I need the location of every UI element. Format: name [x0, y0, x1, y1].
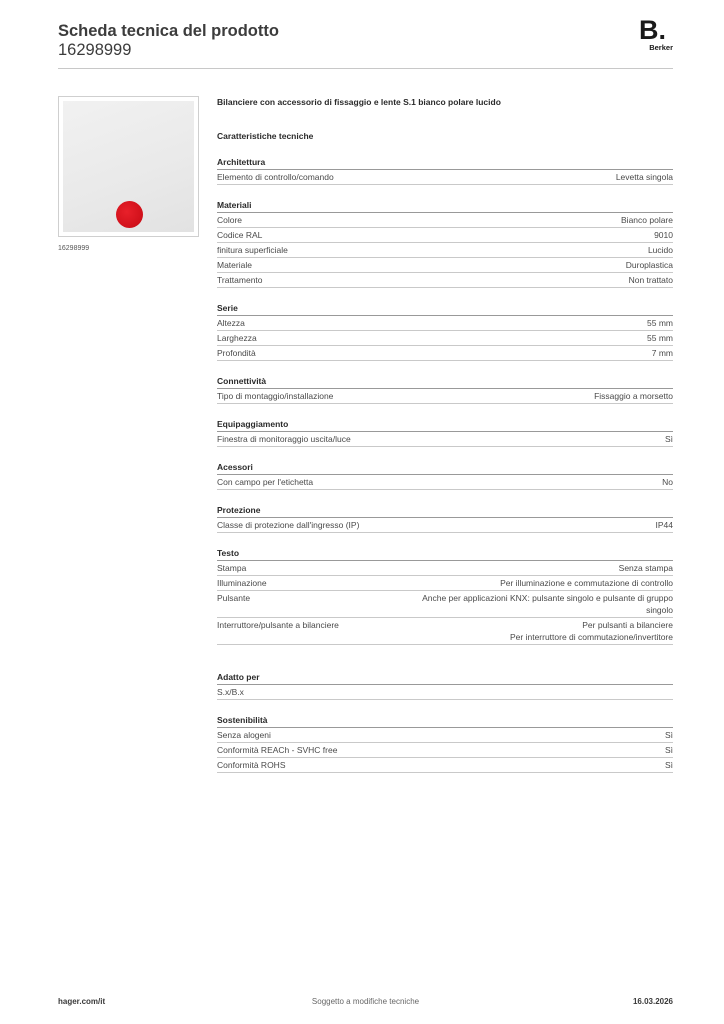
spec-section [217, 504, 673, 533]
spec-row [217, 432, 673, 447]
spec-value: No [662, 477, 673, 487]
footer-website[interactable]: hager.com/it [58, 997, 106, 1006]
spec-row [217, 316, 673, 331]
spec-key: Con campo per l'etichetta [217, 477, 314, 487]
spec-row [217, 228, 673, 243]
spec-value: Anche per applicazioni KNX: pulsante singolo e pulsante di gruppo singolo [422, 593, 673, 615]
product-title: Bilanciere con accessorio di fissaggio e lente S.1 bianco polare lucido [217, 97, 501, 107]
spec-value: IP44 [655, 520, 673, 530]
spec-value: Sì [664, 745, 673, 755]
page-title: Scheda tecnica del prodotto [58, 22, 279, 40]
section-title: Serie [217, 302, 673, 316]
spec-section [217, 375, 673, 404]
image-caption: 16298999 [58, 245, 90, 252]
spec-key: Trattamento [217, 275, 263, 285]
section-title: Architettura [217, 156, 673, 170]
spec-sections [217, 156, 673, 773]
spec-key: Colore [217, 215, 243, 225]
spec-row [217, 170, 673, 185]
berker-logo [639, 17, 673, 53]
spec-key: Classe di protezione dall'ingresso (IP) [217, 520, 360, 530]
spec-row [217, 561, 673, 576]
spec-section [217, 156, 673, 185]
spec-row [217, 576, 673, 591]
spec-value: Bianco polare [621, 215, 673, 225]
logo-name: Berker [649, 43, 673, 52]
spec-row [217, 273, 673, 288]
spec-section [217, 199, 673, 288]
spec-row [217, 475, 673, 490]
spec-section [217, 418, 673, 447]
spec-section [217, 547, 673, 645]
spec-value: Per pulsanti a bilanciere Per interruttore di commutazione/invertitore [510, 620, 673, 642]
spec-row [217, 518, 673, 533]
spec-key: Conformità ROHS [217, 760, 286, 770]
spec-row [217, 591, 673, 618]
spec-row [217, 243, 673, 258]
spec-key: Larghezza [217, 333, 257, 343]
section-title: Equipaggiamento [217, 418, 673, 432]
spec-value: Sì [664, 760, 673, 770]
spec-key: Stampa [217, 563, 247, 573]
product-number: 16298999 [58, 41, 132, 59]
spec-row [217, 346, 673, 361]
section-title: Materiali [217, 199, 673, 213]
spec-key: Pulsante [217, 593, 251, 603]
spec-row [217, 743, 673, 758]
spec-content [217, 96, 673, 773]
spec-key: Senza alogeni [217, 730, 271, 740]
spec-key: Altezza [217, 318, 245, 328]
spec-section [217, 461, 673, 490]
spec-value: Lucido [647, 245, 673, 255]
spec-section [217, 302, 673, 361]
spec-value: Senza stampa [618, 563, 673, 573]
spec-value: 9010 [654, 230, 673, 240]
spec-section [217, 714, 673, 773]
spec-section [217, 671, 673, 700]
spec-value: 55 mm [647, 333, 673, 343]
spec-value: Sì [664, 730, 673, 740]
spec-value: Fissaggio a morsetto [594, 391, 673, 401]
spec-key: Tipo di montaggio/installazione [217, 391, 334, 401]
spec-key: Materiale [217, 260, 252, 270]
section-title: Acessori [217, 461, 673, 475]
spec-row [217, 685, 673, 700]
product-image [58, 96, 199, 237]
spec-row [217, 728, 673, 743]
page-footer [58, 997, 673, 1011]
spec-key: Conformità REACh - SVHC free [217, 745, 338, 755]
logo-mark: B. [639, 15, 666, 45]
spec-row [217, 213, 673, 228]
spec-value: Sì [664, 434, 673, 444]
spec-key: Finestra di monitoraggio uscita/luce [217, 434, 351, 444]
section-title: Protezione [217, 504, 673, 518]
spec-value: Duroplastica [625, 260, 673, 270]
spec-key: Illuminazione [217, 578, 267, 588]
spec-row [217, 618, 673, 645]
spec-key: Codice RAL [217, 230, 263, 240]
footer-notice: Soggetto a modifiche tecniche [311, 997, 420, 1006]
section-title: Adatto per [217, 671, 673, 685]
spec-key: Profondità [217, 348, 256, 358]
spec-value: Non trattato [628, 275, 673, 285]
spec-key: Elemento di controllo/comando [217, 172, 334, 182]
red-lens [116, 201, 143, 228]
spec-key: Interruttore/pulsante a bilanciere [217, 620, 339, 630]
spec-value: 7 mm [651, 348, 673, 358]
spec-row [217, 258, 673, 273]
page-header [58, 15, 673, 69]
spec-row [217, 758, 673, 773]
spec-key: S.x/B.x [217, 687, 244, 697]
spec-row [217, 331, 673, 346]
section-title: Connettività [217, 375, 673, 389]
spec-key: finitura superficiale [217, 245, 288, 255]
spec-value: 55 mm [647, 318, 673, 328]
footer-date: 16.03.2026 [632, 997, 673, 1006]
spec-value: Levetta singola [615, 172, 673, 182]
spec-row [217, 389, 673, 404]
spec-value: Per illuminazione e commutazione di controllo [500, 578, 673, 588]
section-title: Testo [217, 547, 673, 561]
characteristics-title: Caratteristiche tecniche [217, 131, 314, 141]
section-title: Sostenibilità [217, 714, 673, 728]
